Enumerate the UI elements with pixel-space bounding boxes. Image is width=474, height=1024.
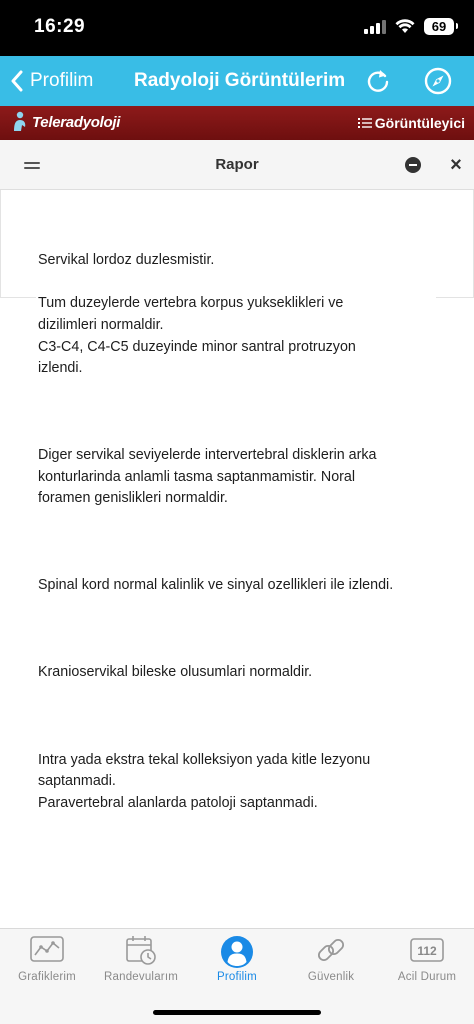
tab-randevularim[interactable]: [94, 929, 188, 999]
report-line: izlendi.: [38, 360, 83, 376]
cellular-signal-icon: [364, 20, 386, 34]
viewer-button[interactable]: [358, 106, 465, 140]
minimize-button[interactable]: [405, 157, 421, 173]
emergency-badge: 112: [417, 944, 437, 958]
status-time: 16:29: [34, 16, 86, 37]
battery-icon: 69: [424, 18, 454, 35]
page-title: Radyoloji Görüntülerim: [134, 70, 346, 91]
navigation-bar: [0, 56, 474, 106]
report-line: Spinal kord normal kalinlik ve sinyal ozellikleri ile izlendi.: [38, 577, 394, 593]
panel-title: Rapor: [215, 156, 259, 173]
tab-label: Acil Durum: [397, 971, 457, 983]
logo-text: Teleradyoloji: [32, 113, 121, 131]
report-line: Kranioservikal bileske olusumlari normaldir.: [38, 664, 313, 680]
tab-grafiklerim[interactable]: [0, 929, 94, 999]
report-line: Intra yada ekstra tekal kolleksiyon yada kitle lezyonu: [38, 752, 371, 768]
chevron-left-icon: [10, 70, 24, 92]
logo-figure-icon: [10, 111, 28, 133]
tab-label: Grafiklerim: [18, 971, 76, 983]
back-label: Profilim: [30, 70, 94, 91]
back-button[interactable]: [10, 56, 93, 106]
report-line: dizilimleri normaldir.: [38, 317, 164, 333]
tab-label: Güvenlik: [307, 971, 355, 983]
link-icon: [313, 935, 349, 967]
tab-guvenlik[interactable]: [284, 929, 378, 999]
close-button[interactable]: ×: [450, 154, 462, 176]
status-indicators: [364, 18, 454, 35]
status-bar: [0, 0, 474, 56]
report-line: Tum duzeylerde vertebra korpus yukseklikleri ve: [38, 295, 344, 311]
wifi-icon: [395, 19, 415, 34]
calendar-clock-icon: [123, 935, 159, 967]
report-line: C3-C4, C4-C5 duzeyinde minor santral protruzyon: [38, 339, 356, 355]
user-profile-icon: [219, 935, 255, 969]
report-line: Paravertebral alanlarda patoloji saptanmadi.: [38, 795, 318, 811]
refresh-icon[interactable]: [364, 67, 392, 95]
tab-acil-durum[interactable]: [380, 929, 474, 999]
compass-icon[interactable]: [424, 67, 452, 95]
home-indicator: [153, 1010, 321, 1015]
report-line: Diger servikal seviyelerde intervertebral disklerin arka: [38, 447, 377, 463]
tab-label: Randevularım: [104, 971, 178, 983]
report-line: konturlarinda anlamli tasma saptanmamistir. Noral: [38, 469, 356, 485]
report-line: saptanmadi.: [38, 773, 116, 789]
brand-bar: [0, 106, 474, 140]
viewer-label: Görüntüleyici: [374, 115, 465, 131]
list-icon: [358, 117, 372, 129]
tab-label: Profilim: [217, 971, 257, 983]
tab-profilim[interactable]: [190, 929, 284, 999]
report-line: Servikal lordoz duzlesmistir.: [38, 252, 215, 268]
chart-icon: [29, 935, 65, 963]
report-panel-header: [0, 140, 474, 190]
emergency-112-icon: [408, 935, 446, 965]
report-line: foramen genislikleri normaldir.: [38, 490, 228, 506]
teleradyoloji-logo: [10, 111, 120, 133]
